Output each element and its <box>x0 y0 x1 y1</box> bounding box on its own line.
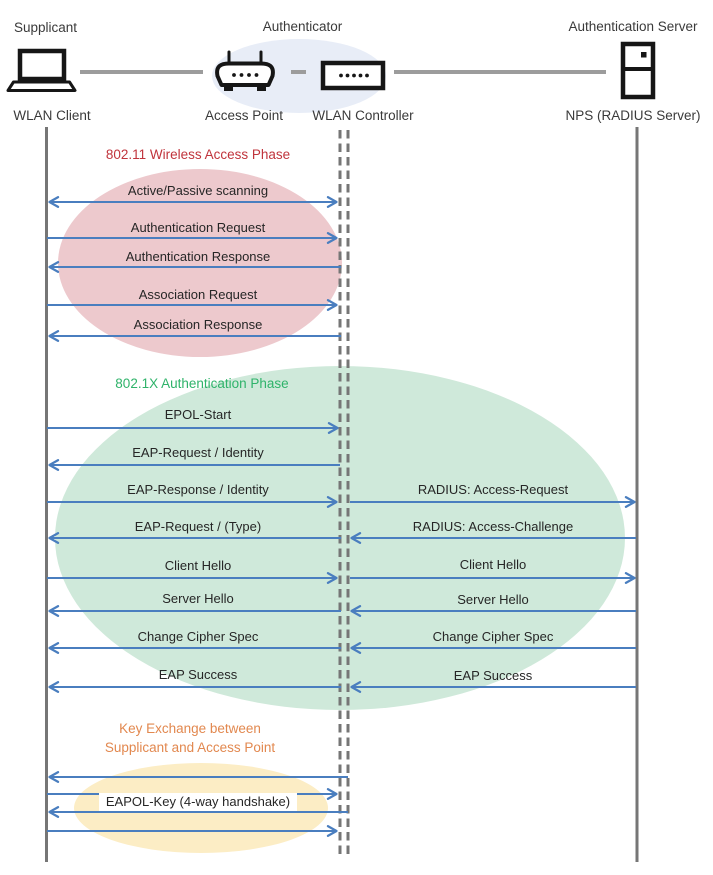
message-label: Authentication Response <box>125 249 271 264</box>
wlan-controller-icon <box>323 63 383 88</box>
message-label: EAP Success <box>158 667 238 682</box>
message-label: EAP-Request / (Type) <box>134 519 262 534</box>
message-label: Server Hello <box>457 592 529 607</box>
server-icon <box>621 44 655 97</box>
node-label-access-point: Access Point <box>204 108 284 123</box>
message-label: EAPOL-Key (4-way handshake) <box>99 793 297 811</box>
phase2-title: 802.1X Authentication Phase <box>115 376 289 391</box>
message-label: Change Cipher Spec <box>432 629 554 644</box>
message-label: Association Request <box>138 287 258 302</box>
phase3-title-line2: Supplicant and Access Point <box>104 740 276 755</box>
role-authenticator: Authenticator <box>262 19 343 34</box>
role-authentication-server: Authentication Server <box>568 19 698 34</box>
message-label: Authentication Request <box>130 220 266 235</box>
message-label: EPOL-Start <box>164 407 232 422</box>
message-label-eapol-key <box>50 793 346 811</box>
message-label: EAP-Response / Identity <box>127 482 269 497</box>
message-label: Association Response <box>133 317 263 332</box>
message-label: RADIUS: Access-Challenge <box>412 519 574 534</box>
phase3-title <box>45 719 335 757</box>
role-supplicant: Supplicant <box>14 20 78 35</box>
phase3-title-line1: Key Exchange between <box>119 721 261 736</box>
message-label: EAP Success <box>453 668 533 683</box>
message-label: Active/Passive scanning <box>127 183 269 198</box>
node-label-nps-radius-server: NPS (RADIUS Server) <box>565 108 701 123</box>
message-label: Client Hello <box>459 557 527 572</box>
node-label-wlan-controller: WLAN Controller <box>312 108 414 123</box>
laptop-icon <box>8 51 75 91</box>
message-label: Server Hello <box>162 591 234 606</box>
phase1-title: 802.11 Wireless Access Phase <box>105 147 291 162</box>
node-label-wlan-client: WLAN Client <box>13 108 91 123</box>
message-label: RADIUS: Access-Request <box>417 482 569 497</box>
message-label: Change Cipher Spec <box>137 629 259 644</box>
message-label: Client Hello <box>164 558 232 573</box>
message-label: EAP-Request / Identity <box>132 445 264 460</box>
